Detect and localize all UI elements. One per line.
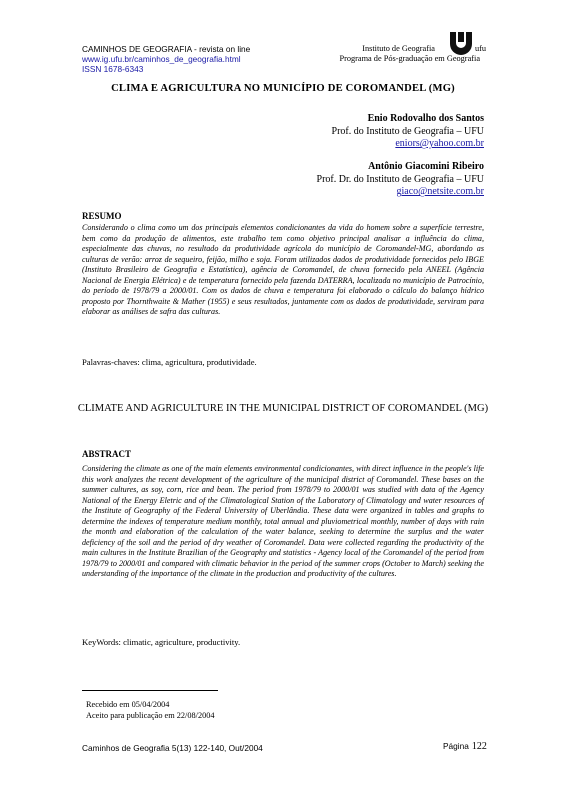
page-number [443, 741, 487, 752]
received-date: Recebido em 05/04/2004 [86, 700, 170, 709]
author-affiliation: Prof. Dr. do Instituto de Geografia – UFU [316, 173, 484, 185]
keywords-pt [82, 357, 257, 367]
accepted-date: Aceito para publicação em 22/08/2004 [86, 711, 215, 720]
page-number-value: 122 [471, 741, 487, 752]
footer-citation: Caminhos de Geografia 5(13) 122-140, Out/2004 [82, 743, 263, 753]
institute-name: Instituto de Geografia [362, 44, 435, 53]
abstract-heading: ABSTRACT [82, 449, 132, 459]
journal-header [82, 44, 250, 75]
logo-text: ufu [475, 44, 487, 53]
journal-url-link[interactable]: www.ig.ufu.br/caminhos_de_geografia.html [82, 54, 241, 65]
journal-name: CAMINHOS DE GEOGRAFIA - revista on line [82, 44, 251, 54]
institute-header [339, 44, 480, 64]
author-affiliation: Prof. do Instituto de Geografia – UFU [331, 125, 484, 137]
paper-title: CLIMA E AGRICULTURA NO MUNICÍPIO DE COROMANDEL (MG) [111, 83, 455, 94]
author-name: Enio Rodovalho dos Santos [367, 113, 484, 124]
keywords-list: : clima, agricultura, produtividade. [137, 357, 257, 367]
abstract-text: Considering the climate as one of the main elements environmental condicionantes, with direct influence in the people's life this work analyzes the recent development of the agriculture of the municipal district of Coromandel. These bases on the summer cultures, as soy, corn, rice and bean. The period from 1978/79 to 2000/01 was studied with data of the Agency National of the Energy Eletric and of the Climatological Station of the Laboratory of Climatology and water resources of the Institute of Geography of the Federal University of Uberlândia. These data were organized in tables and graphs to determine the indexes of temperature medium monthly, total annual and pluviometrical monthly, number of days with rain the month and elaboration of the calculation of the water balance, seeking to determine the surplus and the water deficiency of the soil and the period of dry weather of Coromandel. Data were collected regarding the productivity of the main cultures in the Institute Brazilian of the Geography and statistics - Agency local of the Coromandel of the period from 1978/79 to 2000/01 and compared with climatic behavior in the period of the summer crops (October to March) seeking the understanding of the importance of the climate in the production and productivity of the cultures. [82, 464, 484, 579]
author-name: Antônio Giacomini Ribeiro [368, 161, 484, 172]
footnote-divider [82, 690, 218, 691]
author-email-link[interactable]: giaco@netsite.com.br [396, 186, 484, 198]
author-block [332, 113, 484, 151]
keywords-en [82, 637, 240, 647]
resumo-text: Considerando o clima como um dos principais elementos condicionantes da vida do homem sobre a superfície terrestre, bem como da produção de alimentos, este trabalho tem como objetivo principal analisar a influência do clima, especialmente das chuvas, no resultado da produtividade agrícola do município de Coromandel-MG, abordando as culturas de verão: arroz de sequeiro, feijão, milho e soja. Foram utilizados dados de produtividade fornecidos pelo IBGE (Instituto Brasileiro de Geografia e Estatística), agência de Coromandel, de chuva fornecido pela ANEEL (Agência Nacional de Energia Elétrica) e de temperatura fornecido pela fazenda DATERRA, localizada no município de Patrocínio, do período de 1978/79 a 2000/01. Com os dados de chuva e temperatura foi elaborado o cálculo do balanço hídrico proposto por Thornthwaite & Mather (1955) e seus resultados, juntamente com os dados de produtividade, serviram para elaborar as análises de safra das culturas. [82, 223, 484, 317]
keywords-label: KeyWords [82, 637, 119, 647]
footnote [86, 699, 215, 721]
keywords-list: : climatic, agriculture, productivity. [118, 637, 241, 647]
author-email-link[interactable]: eniors@yahoo.com.br [395, 138, 484, 150]
page-label: Página [443, 741, 469, 751]
issn: ISSN 1678-6343 [82, 64, 144, 75]
resumo-heading: RESUMO [82, 211, 122, 221]
program-name: Programa de Pós-graduação em Geografia [339, 54, 480, 64]
author-block [317, 161, 484, 199]
keywords-label: Palavras-chaves [82, 357, 138, 367]
english-title: CLIMATE AND AGRICULTURE IN THE MUNICIPAL DISTRICT OF COROMANDEL (MG) [77, 403, 489, 414]
